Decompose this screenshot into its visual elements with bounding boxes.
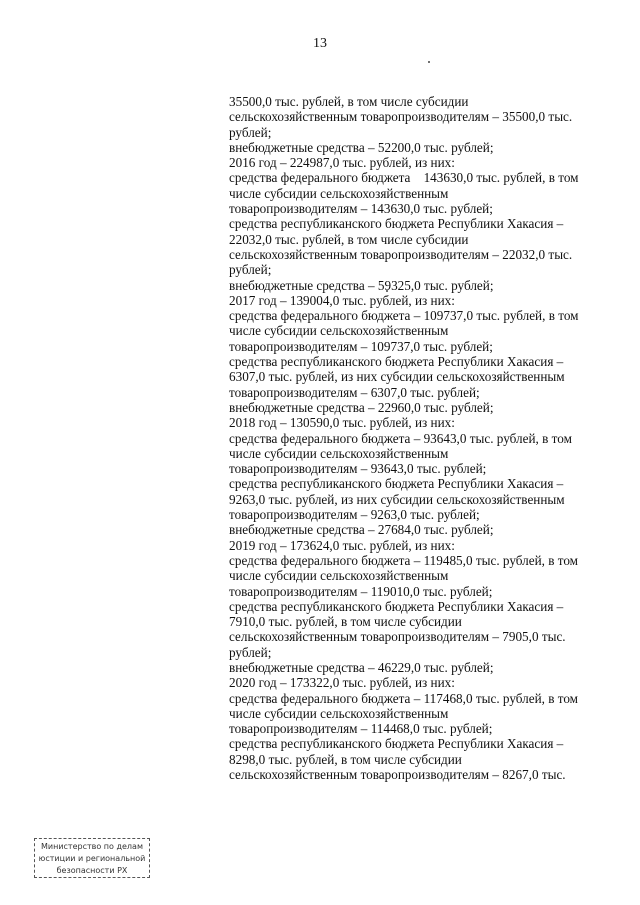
text-line: числе субсидии сельскохозяйственным: [229, 568, 449, 584]
text-line: средства федерального бюджета – 109737,0 тыс. рублей, в том: [229, 308, 579, 324]
registration-stamp: [34, 838, 150, 878]
text-line: 2016 год – 224987,0 тыс. рублей, из них:: [229, 155, 455, 171]
text-line: 6307,0 тыс. рублей, из них субсидии сельскохозяйственным: [229, 369, 565, 385]
text-line: числе субсидии сельскохозяйственным: [229, 323, 449, 339]
text-line: внебюджетные средства – 22960,0 тыс. рублей;: [229, 399, 494, 415]
text-line: сельскохозяйственным товаропроизводителям – 7905,0 тыс.: [229, 629, 566, 645]
text-line: товаропроизводителям – 109737,0 тыс. рублей;: [229, 338, 493, 354]
text-line: сельскохозяйственным товаропроизводителям – 22032,0 тыс.: [229, 246, 573, 262]
page-number: 13: [313, 36, 327, 51]
text-line: числе субсидии сельскохозяйственным: [229, 185, 449, 201]
stamp-line: безопасности РХ: [56, 866, 128, 875]
text-line: 2020 год – 173322,0 тыс. рублей, из них:: [229, 675, 455, 691]
text-line: товаропроизводителям – 114468,0 тыс. рублей;: [229, 721, 493, 737]
text-line: средства федерального бюджета – 117468,0 тыс. рублей, в том: [229, 690, 579, 706]
document-body: [229, 94, 609, 782]
text-line: сельскохозяйственным товаропроизводителям – 35500,0 тыс.: [229, 109, 573, 125]
text-line: рублей;: [229, 262, 272, 278]
text-line: средства республиканского бюджета Республики Хакасия –: [229, 476, 564, 492]
text-line: средства федерального бюджета 143630,0 тыс. рублей, в том: [229, 170, 579, 186]
stamp-line: Министерство по делам: [41, 842, 143, 851]
text-line: товаропроизводителям – 143630,0 тыс. рублей;: [229, 201, 493, 217]
scan-speck: [428, 61, 430, 63]
text-line: средства федерального бюджета – 119485,0 тыс. рублей, в том: [229, 552, 579, 568]
text-line: внебюджетные средства – 27684,0 тыс. рублей;: [229, 522, 494, 538]
text-line: средства республиканского бюджета Республики Хакасия –: [229, 736, 564, 752]
text-line: рублей;: [229, 124, 272, 140]
text-line: средства республиканского бюджета Республики Хакасия –: [229, 354, 564, 370]
text-line: внебюджетные средства – 59325,0 тыс. рублей;: [229, 277, 494, 293]
text-line: товаропроизводителям – 93643,0 тыс. рублей;: [229, 461, 487, 477]
text-line: рублей;: [229, 644, 272, 660]
text-line: 2017 год – 139004,0 тыс. рублей, из них:: [229, 292, 455, 308]
text-line: внебюджетные средства – 46229,0 тыс. рублей;: [229, 659, 494, 675]
text-line: сельскохозяйственным товаропроизводителям – 8267,0 тыс.: [229, 767, 566, 783]
text-line: товаропроизводителям – 9263,0 тыс. рублей;: [229, 507, 480, 523]
stamp-line: юстиции и региональной: [38, 854, 146, 863]
text-line: числе субсидии сельскохозяйственным: [229, 705, 449, 721]
text-line: числе субсидии сельскохозяйственным: [229, 445, 449, 461]
text-line: внебюджетные средства – 52200,0 тыс. рублей;: [229, 139, 494, 155]
text-line: средства республиканского бюджета Республики Хакасия –: [229, 598, 564, 614]
text-line: 7910,0 тыс. рублей, в том числе субсидии: [229, 614, 462, 630]
text-line: 22032,0 тыс. рублей, в том числе субсидии: [229, 231, 469, 247]
text-line: 2018 год – 130590,0 тыс. рублей, из них:: [229, 415, 455, 431]
text-line: 8298,0 тыс. рублей, в том числе субсидии: [229, 751, 462, 767]
text-line: средства республиканского бюджета Республики Хакасия –: [229, 216, 564, 232]
text-line: 2019 год – 173624,0 тыс. рублей, из них:: [229, 537, 455, 553]
text-line: товаропроизводителям – 6307,0 тыс. рублей;: [229, 384, 480, 400]
text-line: средства федерального бюджета – 93643,0 тыс. рублей, в том: [229, 430, 572, 446]
text-line: 9263,0 тыс. рублей, из них субсидии сельскохозяйственным: [229, 491, 565, 507]
text-line: товаропроизводителям – 119010,0 тыс. рублей;: [229, 583, 493, 599]
text-line: 35500,0 тыс. рублей, в том числе субсидии: [229, 94, 469, 109]
